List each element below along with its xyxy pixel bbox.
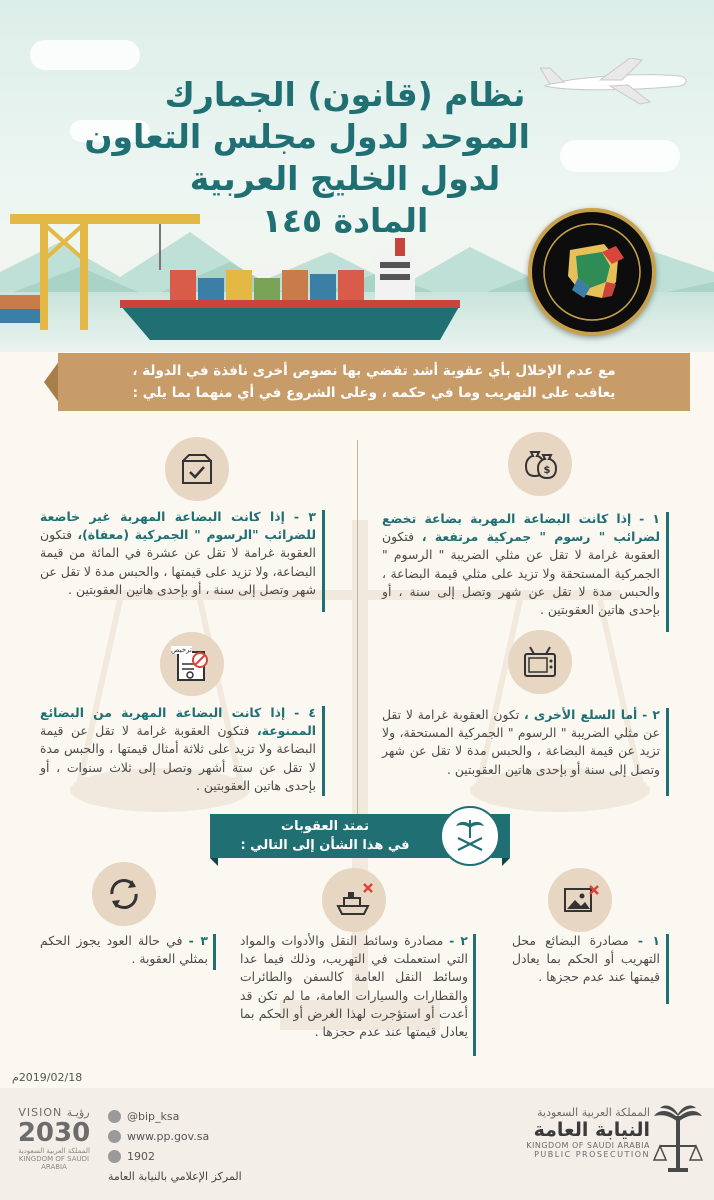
accent-bar bbox=[666, 934, 669, 1004]
accent-bar bbox=[473, 934, 476, 1056]
vision-en: KINGDOM OF SAUDI ARABIA bbox=[18, 1155, 90, 1171]
penalty-body: فتكون العقوبة غرامة لا تقل عن عشرة في المائة من قيمة البضاعة، ولا تزيد على قيمتها ، والحبس مدة لا تقل عن شهر وتصل إلى سنة ، أو بإحدى هاتين العقوبتين . bbox=[40, 527, 316, 597]
accent-bar bbox=[213, 934, 216, 970]
ribbon-fold bbox=[502, 858, 510, 866]
vision-label: VISION bbox=[18, 1106, 63, 1119]
extension-number: ٣ - bbox=[188, 933, 208, 948]
intro-line: مع عدم الإخلال بأي عقوبة أشد تقضي بها نصوص أخرى نافذة في الدولة ، bbox=[132, 363, 616, 379]
extension-1-icon-circle bbox=[548, 868, 612, 932]
globe-icon bbox=[108, 1130, 121, 1143]
svg-text:$: $ bbox=[543, 465, 551, 476]
extension-2-text bbox=[240, 932, 468, 1041]
ribbon-icon-circle bbox=[440, 806, 500, 866]
accent-bar bbox=[666, 512, 669, 632]
penalty-number: ٣ - bbox=[293, 509, 316, 524]
intro-line: يعاقب على التهريب وما في حكمه ، وعلى الشروع في أي منهما بما يلي : bbox=[132, 385, 616, 401]
extension-body: مصادرة وسائط النقل والأدوات والمواد التي استعملت في التهريب، وذلك فيما عدا وسائط النقل العامة كالسفن والطائرات والقطارات والسيارات العامة، ما لم تكن قد أعدت أو استؤجرت لهذا الغرض أو الحكم بما يعادل قيمتها عند عدم حجزها . bbox=[240, 933, 468, 1040]
repeat-icon bbox=[104, 874, 144, 914]
extend-line: في هذا الشأن إلى التالي : bbox=[240, 838, 410, 853]
penalty-heading: أما السلع الأخرى ، bbox=[523, 707, 638, 722]
vision-2030-logo bbox=[14, 1106, 94, 1176]
website-contact[interactable] bbox=[108, 1130, 209, 1143]
twitter-handle[interactable]: @bip_ksa bbox=[127, 1110, 180, 1123]
penalty-1-icon-circle bbox=[508, 432, 572, 496]
ship-cancel-icon bbox=[334, 880, 374, 920]
accent-bar bbox=[322, 510, 325, 612]
penalty-3-text bbox=[40, 508, 316, 599]
extension-2-icon-circle bbox=[322, 868, 386, 932]
gcc-emblem-logo bbox=[528, 208, 656, 336]
phone-number[interactable]: 1902 bbox=[127, 1150, 155, 1163]
twitter-icon bbox=[108, 1110, 121, 1123]
penalty-2-text bbox=[382, 706, 660, 779]
television-icon bbox=[520, 642, 560, 682]
cloud bbox=[560, 140, 680, 172]
twitter-contact[interactable] bbox=[108, 1110, 179, 1123]
extension-3-icon-circle bbox=[92, 862, 156, 926]
money-bags-icon bbox=[520, 444, 560, 484]
accent-bar bbox=[666, 708, 669, 796]
phone-contact[interactable] bbox=[108, 1150, 155, 1163]
penalty-4-text bbox=[40, 704, 316, 795]
gcc-map-icon bbox=[532, 212, 652, 332]
penalty-number: ٢ - bbox=[642, 707, 660, 722]
penalty-body: فتكون العقوبة غرامة لا تقل عن قيمة البضاعة ولا تزيد على ثلاثة أمثال قيمتها ، والحبس مدة لا تقل عن ستة أشهر وتصل إلى ثلاث سنوات ، أو بإحدى هاتين العقوبتين . bbox=[40, 723, 316, 793]
palm-scale-emblem-icon bbox=[650, 1102, 706, 1182]
extension-1-text bbox=[512, 932, 660, 987]
intro-banner bbox=[58, 353, 690, 411]
extension-body: مصادرة البضائع محل التهريب أو الحكم بما يعادل قيمتها عند عدم حجزها . bbox=[512, 933, 660, 985]
center-divider bbox=[357, 440, 358, 820]
vision-year: 2030 bbox=[17, 1118, 91, 1148]
ppo-name-ar: النيابة العامة bbox=[533, 1119, 650, 1141]
penalty-number: ١ - bbox=[639, 511, 660, 526]
publish-date: 2019/02/18م bbox=[12, 1071, 83, 1084]
penalty-body: فتكون العقوبة غرامة لا تقل عن مثلي الضريبة " الرسوم " الجمركية المستحقة ولا تزيد على مثلي قيمة البضاعة ، والحبس مدة لا تقل عن شهر وتصل إلى سنة ، أو بإحدى هاتين العقوبتين . bbox=[382, 529, 660, 618]
page-title bbox=[84, 74, 530, 242]
website-link[interactable]: www.pp.gov.sa bbox=[127, 1130, 210, 1143]
penalty-heading: إذا كانت البضاعة المهربة غير خاضعة للضرائب "الرسوم " الجمركية (معفاة)، bbox=[40, 509, 316, 543]
ppo-name-en: PUBLIC PROSECUTION bbox=[534, 1150, 650, 1159]
accent-bar bbox=[322, 706, 325, 796]
title-line: الموحد لدول مجلس التعاون bbox=[84, 117, 530, 156]
vision-sub: المملكة العربية السعودية bbox=[18, 1147, 90, 1155]
ribbon-fold bbox=[210, 858, 218, 866]
ppo-kingdom-ar: المملكة العربية السعودية bbox=[537, 1106, 650, 1119]
title-line: نظام (قانون) الجمارك bbox=[164, 75, 526, 114]
media-center-label: المركز الإعلامي بالنيابة العامة bbox=[108, 1170, 242, 1183]
ppo-kingdom-en: KINGDOM OF SAUDI ARABIA bbox=[526, 1141, 650, 1150]
cloud bbox=[30, 40, 140, 70]
checked-box-icon bbox=[177, 449, 217, 489]
airplane-illustration bbox=[540, 58, 690, 108]
saudi-emblem-icon bbox=[450, 816, 490, 856]
image-cancel-icon bbox=[560, 880, 600, 920]
penalty-1-text bbox=[382, 510, 660, 619]
penalty-4-icon-circle bbox=[160, 632, 224, 696]
extend-line: تمتد العقوبات bbox=[281, 819, 369, 834]
penalty-number: ٤ - bbox=[294, 705, 316, 720]
title-line: المادة ١٤٥ bbox=[261, 201, 429, 240]
license-label: ترخيص bbox=[171, 646, 192, 654]
penalty-heading: إذا كانت البضاعة المهربة من البضائع الممنوعة، bbox=[40, 705, 316, 739]
extension-number: ٢ - bbox=[449, 933, 468, 948]
public-prosecution-logo-text bbox=[510, 1106, 650, 1159]
vision-top: رؤيـة bbox=[66, 1106, 90, 1119]
title-line: لدول الخليج العربية bbox=[189, 159, 501, 198]
extension-body: في حالة العود يجوز الحكم بمثلي العقوبة . bbox=[40, 933, 208, 967]
phone-icon bbox=[108, 1150, 121, 1163]
penalty-body: تكون العقوبة غرامة لا تقل عن مثلي الضريبة " الرسوم " الجمركية المستحقة، ولا تزيد عن قيمة البضاعة ، والحبس مدة لا تقل عن شهر وتصل إلى سنة أو بإحدى هاتين العقوبتين . bbox=[382, 707, 660, 777]
penalty-heading: إذا كانت البضاعة المهربة بضاعة تخضع لضرائب " رسوم " جمركية مرتفعة ، bbox=[382, 511, 660, 545]
extension-3-text bbox=[40, 932, 208, 968]
extension-number: ١ - bbox=[637, 933, 660, 948]
penalty-2-icon-circle bbox=[508, 630, 572, 694]
penalty-3-icon-circle bbox=[165, 437, 229, 501]
